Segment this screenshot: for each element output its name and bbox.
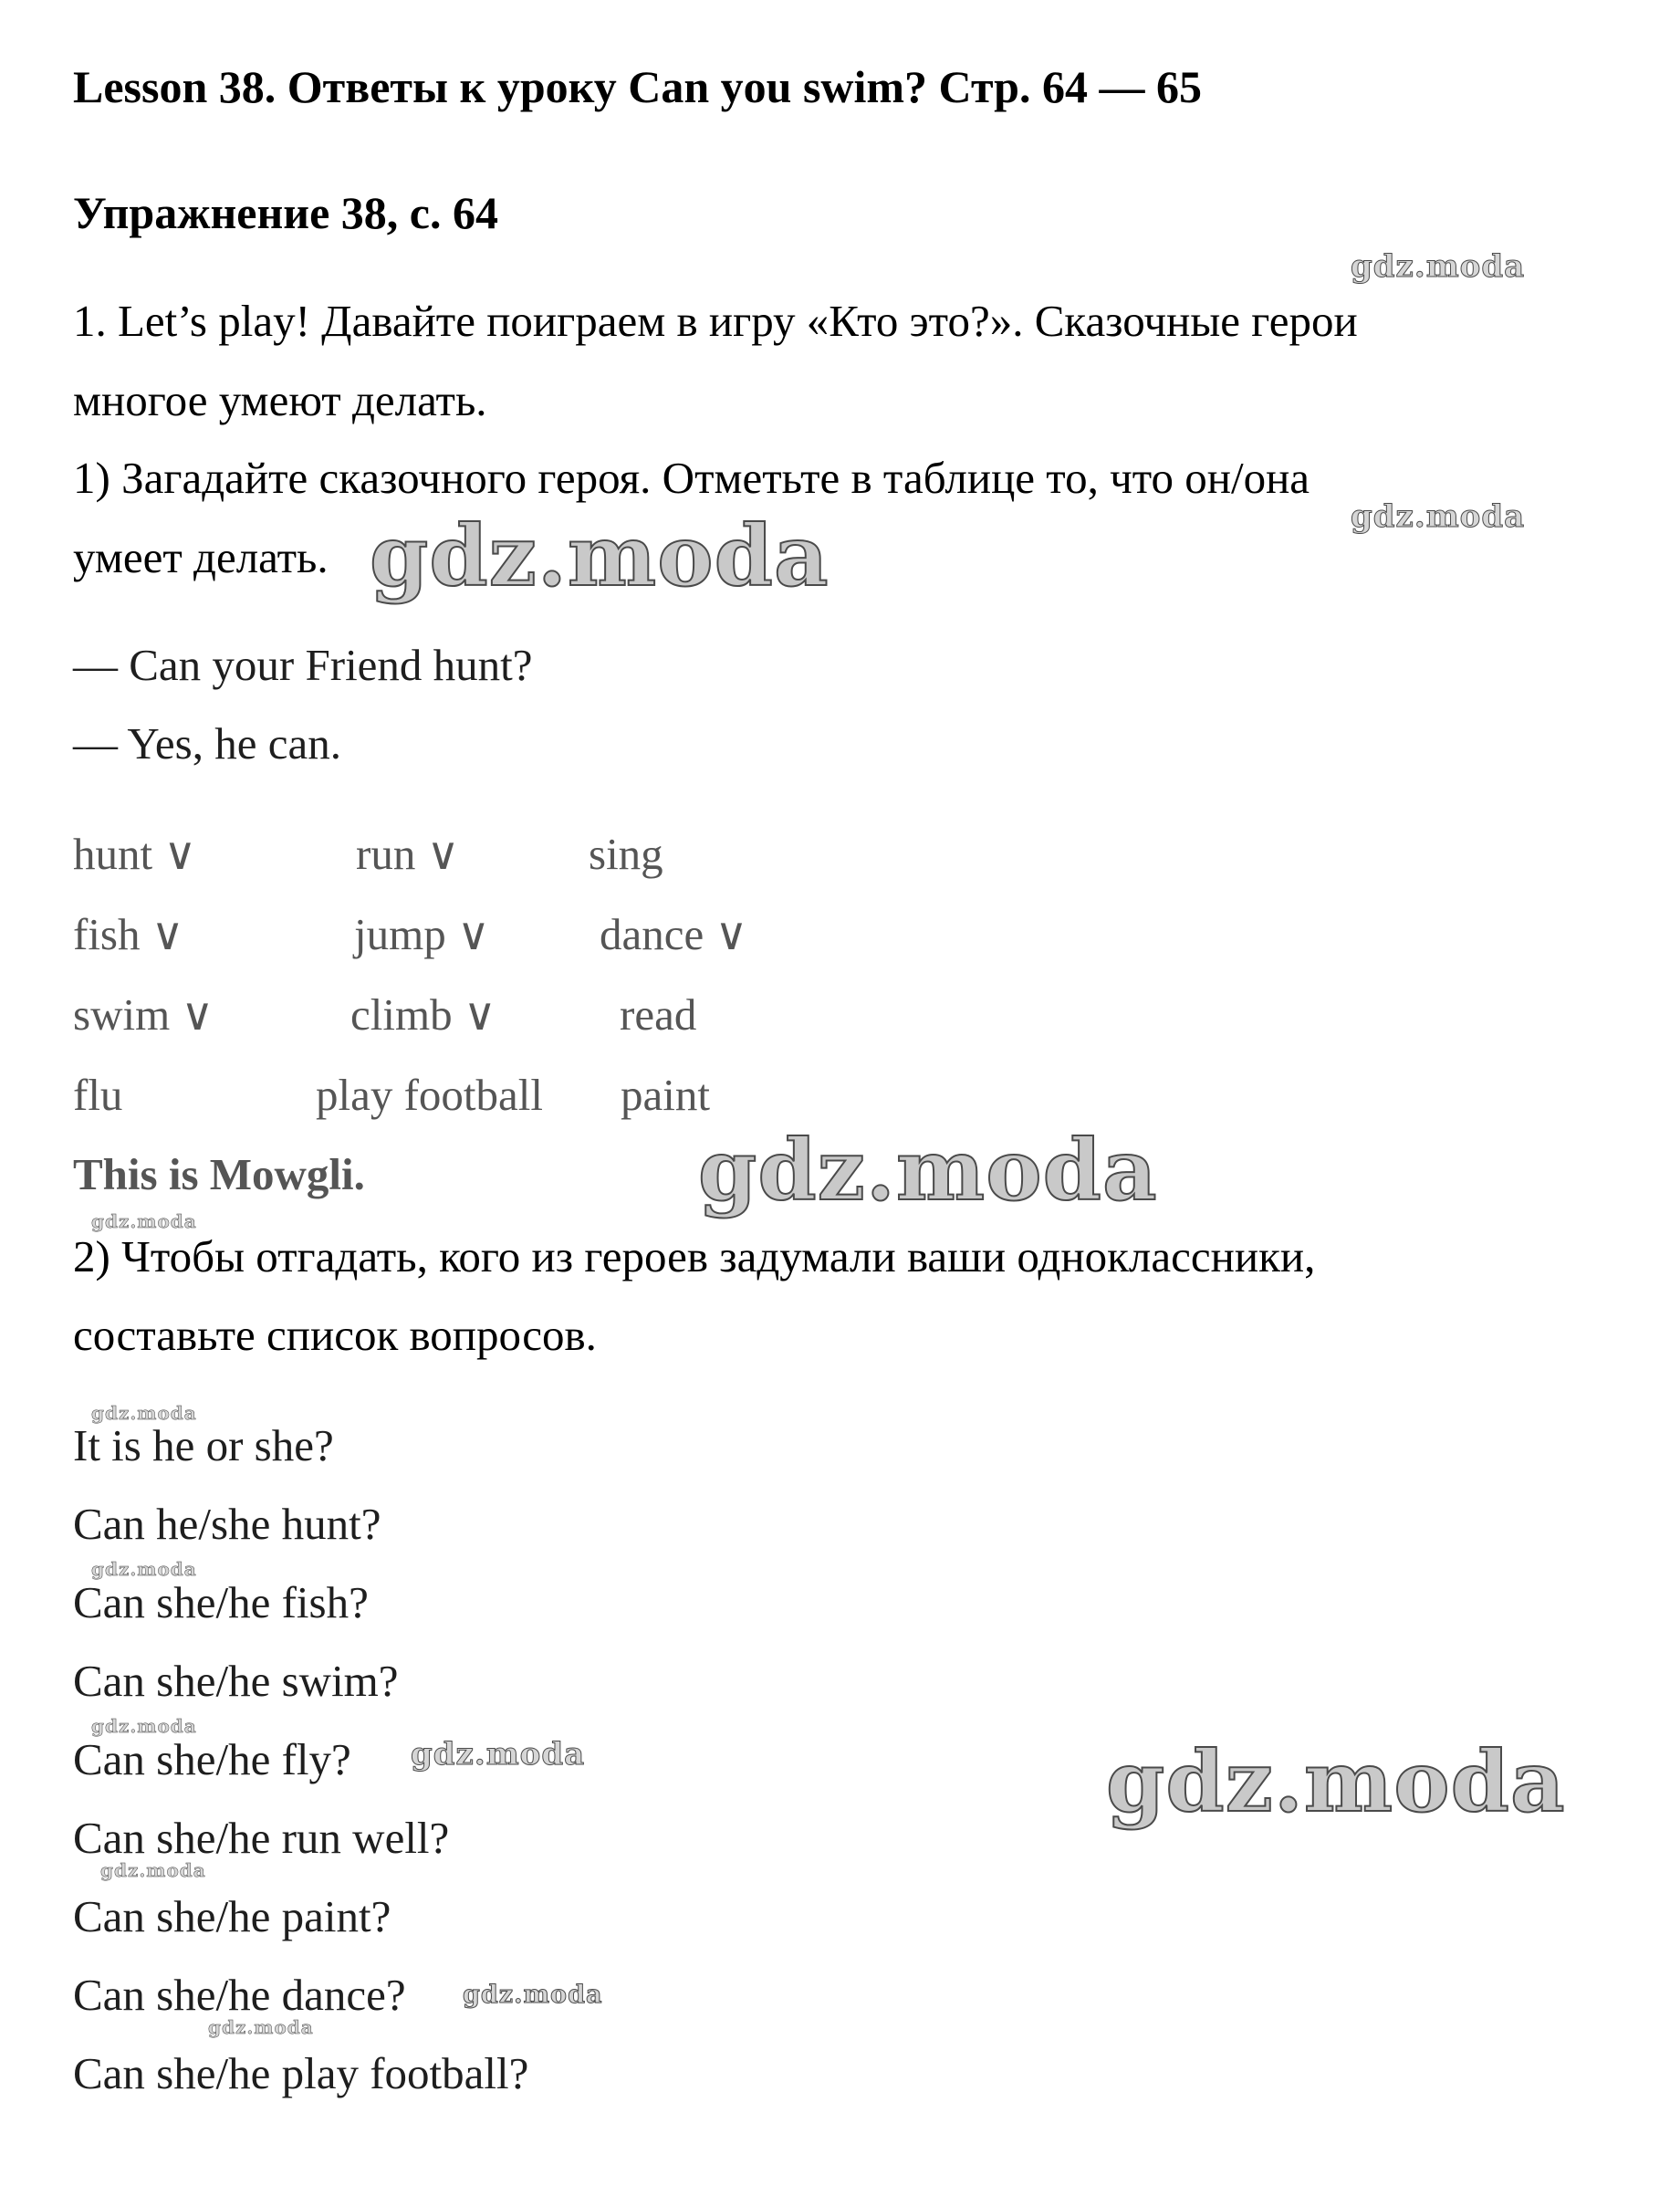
sub1-line1: 1) Загадайте сказочного героя. Отметьте в таблице то, что он/она	[73, 453, 1310, 503]
dialog-answer: — Yes, he can.	[73, 718, 341, 769]
list-item: Can he/she hunt?	[73, 1499, 381, 1549]
table-cell: hunt ∨	[73, 829, 197, 879]
table-cell: read	[620, 989, 697, 1040]
watermark: gdz.moda	[91, 1715, 197, 1737]
watermark: gdz.moda	[1106, 1732, 1566, 1831]
list-item: Can she/he swim?	[73, 1656, 399, 1706]
table-cell: jump ∨	[354, 909, 490, 959]
list-item: Can she/he paint?	[73, 1891, 391, 1941]
watermark: gdz.moda	[91, 1558, 197, 1580]
sub2-line2: составьте список вопросов.	[73, 1310, 597, 1360]
watermark: gdz.moda	[698, 1121, 1158, 1219]
watermark: gdz.moda	[463, 1981, 603, 2009]
table-cell: fish ∨	[73, 909, 184, 959]
watermark: gdz.moda	[1351, 248, 1526, 285]
list-item: Can she/he fly?	[73, 1734, 351, 1784]
watermark: gdz.moda	[91, 1210, 197, 1232]
table-cell: paint	[621, 1070, 710, 1120]
watermark: gdz.moda	[411, 1736, 586, 1773]
sub2-line1: 2) Чтобы отгадать, кого из героев задумали ваши одноклассники,	[73, 1231, 1316, 1281]
table-cell: run ∨	[356, 829, 460, 879]
task1-line1: 1. Let’s play! Давайте поиграем в игру «Кто это?». Сказочные герои	[73, 296, 1358, 346]
list-item: Can she/he play football?	[73, 2048, 529, 2098]
table-cell: climb ∨	[350, 989, 496, 1040]
dialog-question: — Can your Friend hunt?	[73, 640, 533, 690]
list-item: It is he or she?	[73, 1420, 334, 1470]
table-cell: dance ∨	[600, 909, 748, 959]
exercise-heading: Упражнение 38, с. 64	[73, 187, 498, 238]
table-cell: sing	[589, 829, 663, 879]
table-cell: swim ∨	[73, 989, 214, 1040]
sub1-line2: умеет делать.	[73, 532, 329, 582]
watermark: gdz.moda	[1351, 498, 1526, 535]
list-item: Can she/he dance?	[73, 1970, 406, 2020]
page-title: Lesson 38. Ответы к уроку Can you swim? Стр. 64 — 65	[73, 61, 1202, 112]
task1-line2: многое умеют делать.	[73, 375, 487, 425]
answer-text: This is Mowgli.	[73, 1149, 365, 1199]
table-cell: play football	[316, 1070, 544, 1120]
watermark: gdz.moda	[100, 1859, 206, 1881]
list-item: Can she/he fish?	[73, 1577, 369, 1627]
watermark: gdz.moda	[208, 2016, 314, 2038]
table-cell: flu	[73, 1070, 123, 1120]
watermark: gdz.moda	[370, 507, 830, 605]
list-item: Can she/he run well?	[73, 1813, 450, 1863]
watermark: gdz.moda	[91, 1402, 197, 1424]
